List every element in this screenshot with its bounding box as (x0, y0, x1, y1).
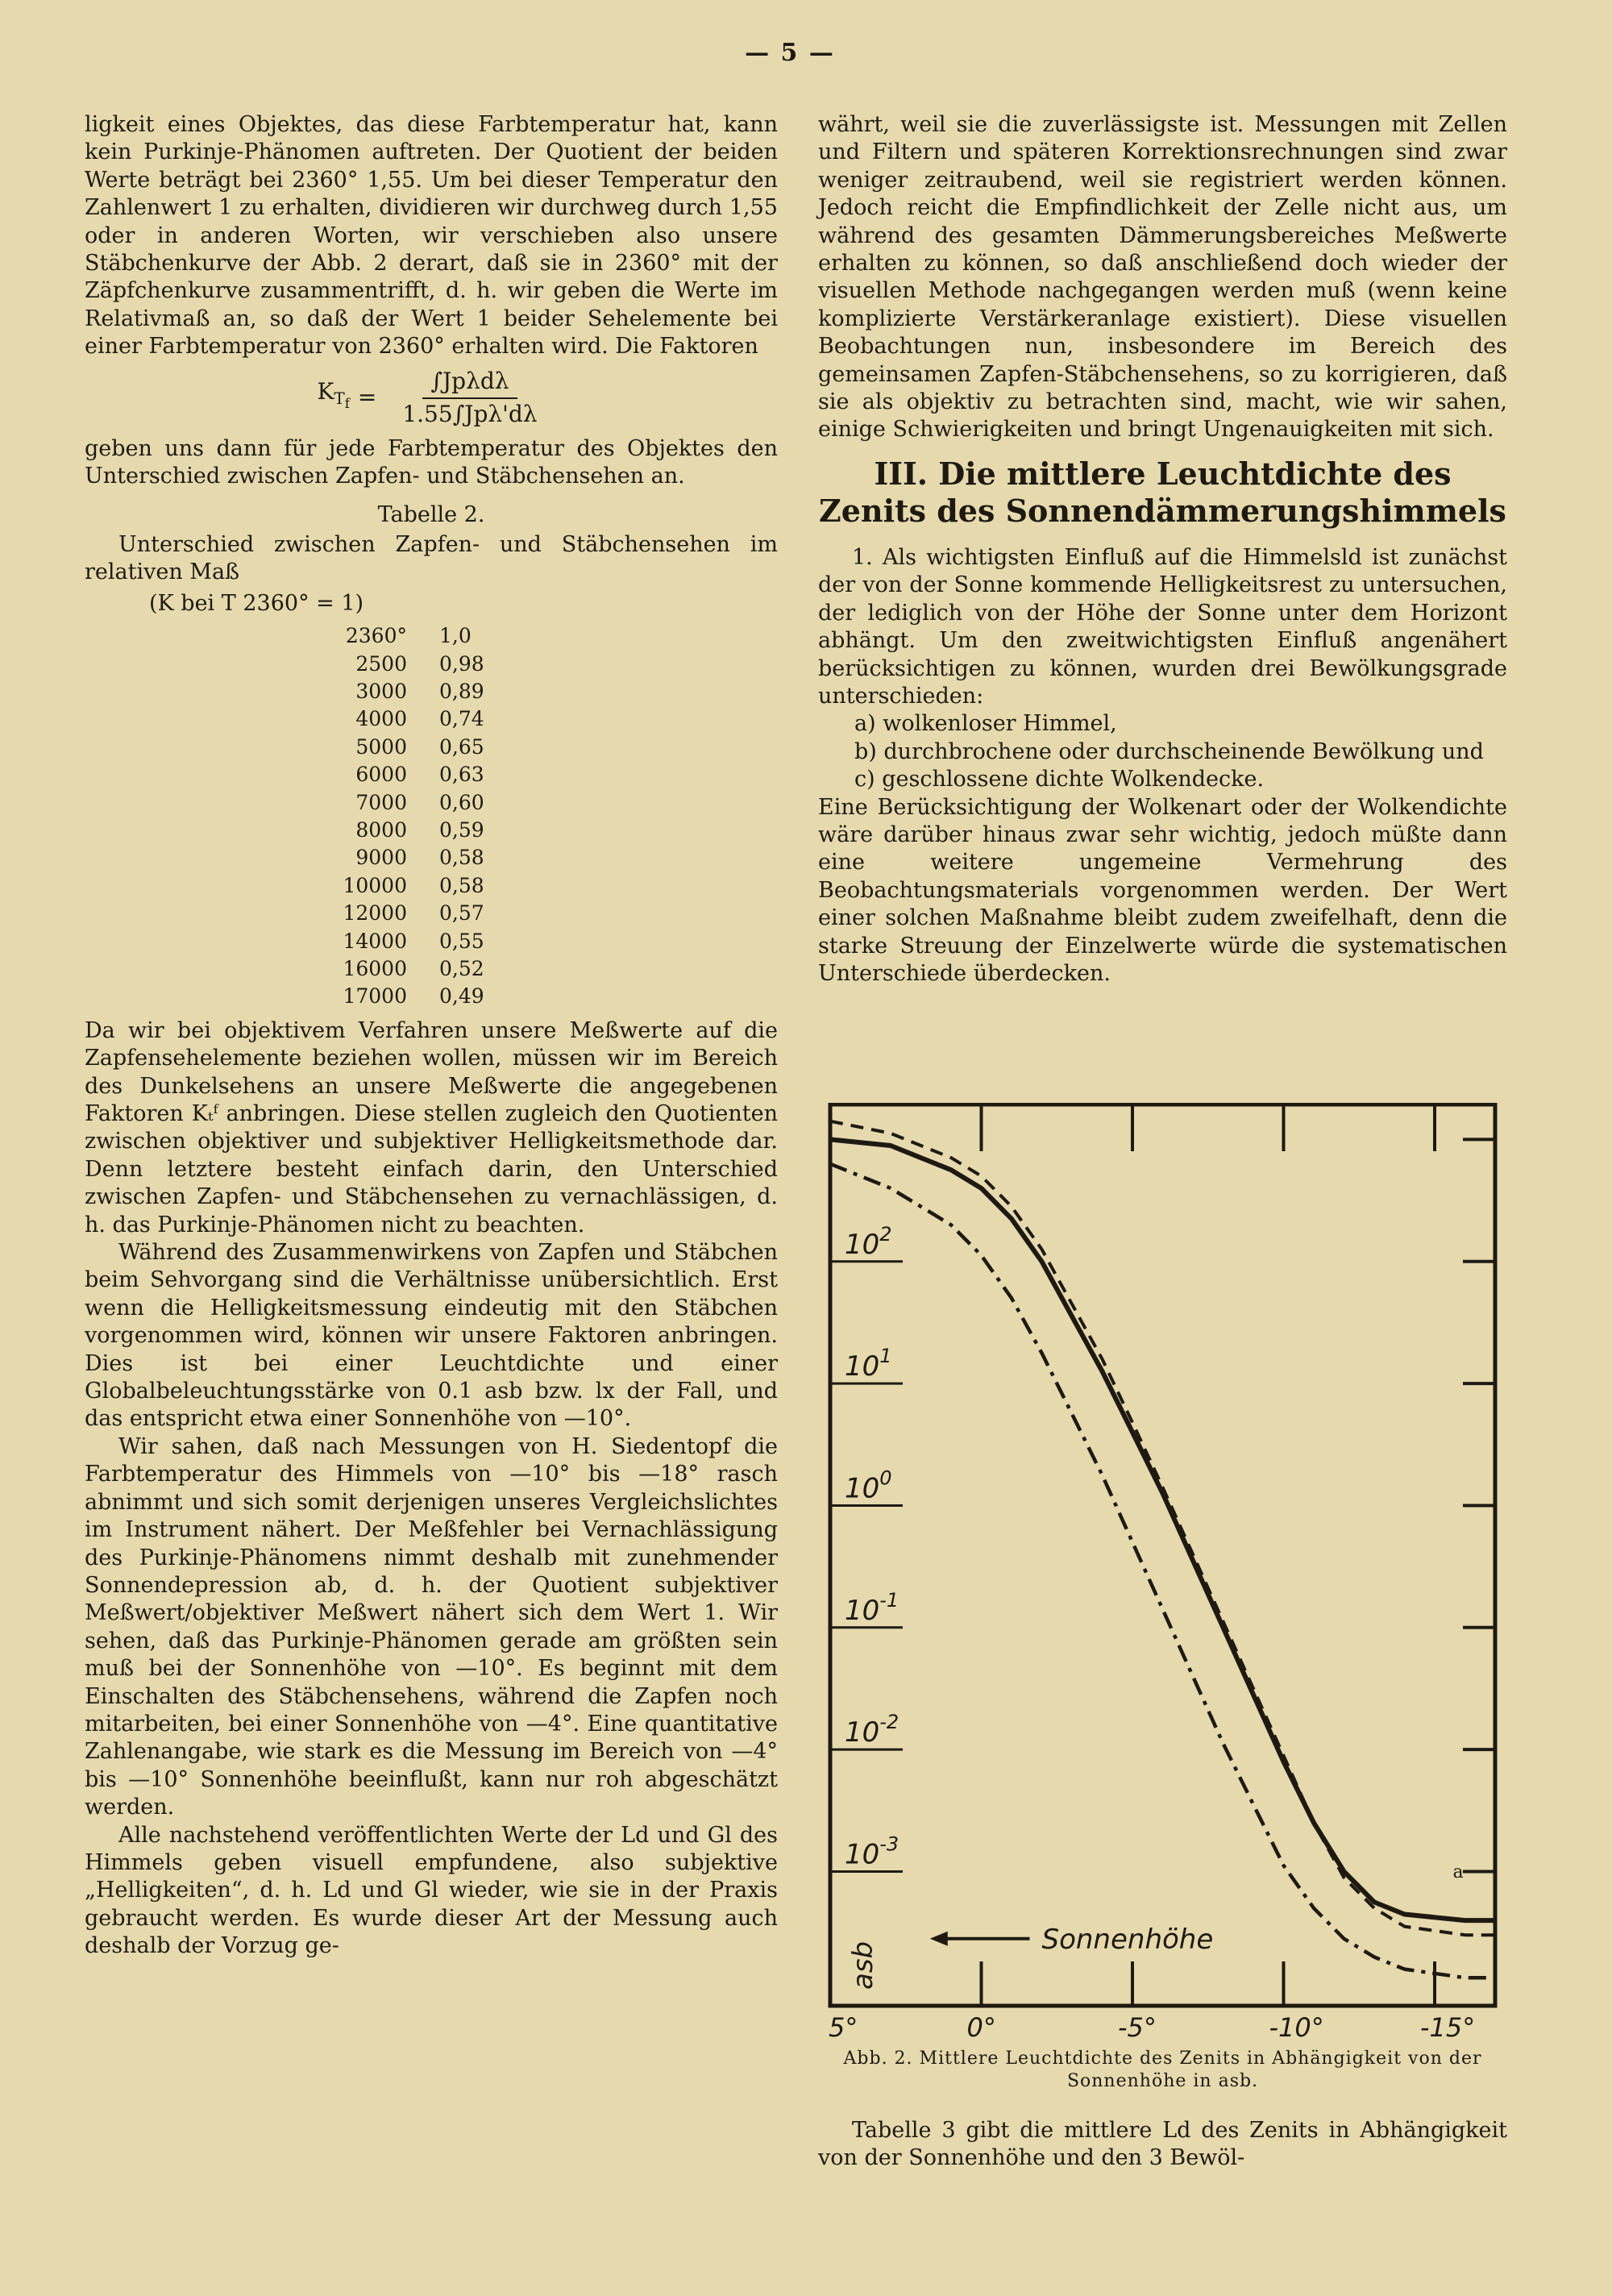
table-cell-value: 0,49 (439, 984, 484, 1009)
table-row (310, 872, 536, 900)
list-item: b) durchbrochene oder durchscheinende Bewölkung und (854, 738, 1484, 764)
table-cell-temperature: 17000 (343, 984, 407, 1009)
formula-kt (85, 361, 778, 435)
table-cell-temperature: 10000 (343, 873, 407, 897)
table-cell-value: 0,55 (439, 929, 484, 953)
figure-caption: Abb. 2. Mittlere Leuchtdichte des Zenits in Abhängigkeit von der Sonnenhöhe in asb. (843, 2049, 1482, 2091)
table-row (310, 622, 536, 650)
y-tick-label: $10^0$ (845, 1466, 892, 1505)
table-cell-value: 1,0 (439, 624, 472, 648)
table-cell-temperature: 6000 (355, 763, 407, 787)
table-cell-value: 0,65 (439, 734, 484, 759)
table-cell-value: 0,98 (439, 651, 484, 676)
table-cell-value: 0,74 (439, 707, 484, 731)
x-tick-label: -15° (1420, 2012, 1476, 2043)
series-line-c (830, 1164, 1495, 1978)
table-caption: Unterschied zwischen Zapfen- und Stäbchensehen im relativen Maß (85, 531, 778, 585)
y-tick-label: $10^{-3}$ (845, 1832, 899, 1871)
x-tick-label: -5° (1118, 2012, 1157, 2043)
table-row (310, 817, 536, 844)
table-cell-temperature: 9000 (355, 846, 407, 870)
table-row (310, 844, 536, 871)
table-cell-temperature: 12000 (343, 901, 407, 925)
table-cell-temperature: 2500 (355, 651, 407, 676)
series-line-a (830, 1139, 1495, 1920)
chart-svg (818, 1103, 1507, 2053)
formula-fraction (394, 368, 545, 428)
table-row (310, 734, 536, 761)
paragraph: ligkeit eines Objektes, das diese Farbtemperatur hat, kann kein Purkinje-Phänomen auftreten. Der Quotient der beiden Werte beträgt bei 2360° 1,55. Um bei dieser Temperatur den Zahlenwert 1 zu erhalten, dividieren wir durchweg durch 1,55 oder in anderen Worten, wir verschieben also unsere Stäbchenkurve der Abb. 2 derart, daß sie in 2360° mit der Zäpfchenkurve zusammentrifft, d. h. wir geben die Werte im Relativmaß an, so daß der Wert 1 beider Sehelemente bei einer Farbtemperatur von 2360° erhalten wird. Die Faktoren (85, 112, 778, 360)
table-cell-temperature: 7000 (355, 790, 407, 814)
y-tick-label: $10^2$ (845, 1222, 892, 1261)
right-column-bottom (818, 2117, 1507, 2173)
arrow-head (930, 1932, 948, 1946)
list-item: a) wolkenloser Himmel, (854, 711, 1117, 737)
table-row (310, 928, 536, 955)
table-cell-value: 0,52 (439, 956, 484, 980)
table-cell-value: 0,59 (439, 817, 484, 842)
paragraph: Alle nachstehend veröffentlichten Werte der Ld und Gl des Himmels geben visuell empfundene, also subjektive „Helligkeiten“, d. h. Ld und Gl wieder, wie sie in der Praxis gebraucht werden. Es wurde dieser Art der Messung auch deshalb der Vorzug ge- (85, 1822, 778, 1959)
table-row (310, 955, 536, 983)
x-tick-label: 5° (829, 2012, 858, 2043)
paragraph: Eine Berücksichtigung der Wolkenart oder der Wolkendichte wäre darüber hinaus zwar sehr wichtig, jedoch müßte dann eine weitere ungemeine Vermehrung des Beobachtungsmaterials vorgenommen werden. Der Wert einer solchen Maßnahme bleibt zudem zweifelhaft, denn die starke Streuung der Einzelwerte würde die systematischen Unterschiede überdecken. (818, 794, 1507, 986)
table-cell-value: 0,89 (439, 679, 484, 703)
cloud-list (818, 710, 1507, 793)
table-title: Tabelle 2. (377, 502, 485, 528)
table-cell-value: 0,58 (439, 846, 484, 870)
table-row (310, 983, 536, 1010)
arrow-label: Sonnenhöhe (1041, 1923, 1214, 1956)
figure-abb-2 (818, 1103, 1507, 2053)
paragraph: Da wir bei objektivem Verfahren unsere Meßwerte auf die Zapfensehelemente beziehen wollen, müssen wir im Bereich des Dunkelsehens an unsere Meßwerte die angegebenen Faktoren Kₜᶠ anbringen. Diese stellen zugleich den Quotienten zwischen objektiver und subjektiver Helligkeitsmethode dar. Denn letztere besteht einfach darin, den Unterschied zwischen Zapfen- und Stäbchensehen zu vernachlässigen, d. h. das Purkinje-Phänomen nicht zu beachten. (85, 1017, 778, 1237)
table-cell-temperature: 8000 (355, 817, 407, 842)
chart-frame (830, 1104, 1495, 2006)
table-cell-value: 0,63 (439, 763, 484, 787)
table-row (310, 705, 536, 733)
formula-equals: = (357, 384, 377, 411)
table-cell-value: 0,58 (439, 873, 484, 897)
table-cell-value: 0,57 (439, 901, 484, 925)
table-cell-temperature: 2360° (345, 624, 407, 648)
paragraph: währt, weil sie die zuverlässigste ist. Messungen mit Zellen und Filtern und späteren Korrektionsrechnungen sind zwar weniger zeitraubend, weil sie registriert werden können. Jedoch reicht die Empfindlichkeit der Zelle nicht aus, um während des gesamten Dämmerungsbereiches Meßwerte erhalten zu können, so daß anschließend doch wieder der visuellen Methode nachgegangen werden muß (wenn keine komplizierte Verstärkeranlage existiert). Diese visuellen Beobachtungen nun, insbesondere im Bereich des gemeinsamen Zapfen-Stäbchensehens, so zu korrigieren, daß sie als objektiv zu betrachten sind, macht, wie wir sahen, einige Schwierigkeiten und bringt Ungenauigkeiten mit sich. (818, 112, 1507, 443)
paragraph: Während des Zusammenwirkens von Zapfen und Stäbchen beim Sehvorgang sind die Verhältnisse unübersichtlich. Erst wenn die Helligkeitsmessung eindeutig mit den Stäbchen vorgenommen wird, können wir unsere Faktoren anbringen. Dies ist bei einer Leuchtdichte und einer Globalbeleuchtungsstärke von 0.1 asb bzw. lx der Fall, und das entspricht etwa einer Sonnenhöhe von —10°. (85, 1240, 778, 1432)
page-number: — 5 — (745, 39, 835, 67)
table-row (310, 789, 536, 817)
paragraph: Tabelle 3 gibt die mittlere Ld des Zenits in Abhängigkeit von der Sonnenhöhe und den 3 Bewöl- (818, 2118, 1507, 2171)
y-axis-label: asb (847, 1940, 879, 1990)
table-cell-temperature: 14000 (343, 929, 407, 953)
left-column (85, 111, 778, 1961)
table-row (310, 900, 536, 927)
table-cell-temperature: 16000 (343, 956, 407, 980)
table-row (310, 651, 536, 678)
formula-numerator: ∫Jpλdλ (422, 368, 517, 398)
table-cell-temperature: 3000 (355, 679, 407, 703)
list-item: c) geschlossene dichte Wolkendecke. (854, 767, 1265, 792)
table-row (310, 678, 536, 705)
section-heading: III. Die mittlere Leuchtdichte des Zenits des Sonnendämmerungshimmels (819, 455, 1506, 529)
paragraph: 1. Als wichtigsten Einfluß auf die Himmelsld ist zunächst der von der Sonne kommende Helligkeitsrest zu untersuchen, der lediglich von der Höhe der Sonne unter dem Horizont abhängt. Um den zweitwichtigsten Einfluß angenähert berücksichtigen zu können, wurden drei Bewölkungsgrade unterschieden: (818, 544, 1507, 709)
table-header: (K bei T 2360° = 1) (149, 590, 364, 616)
right-column (818, 111, 1507, 988)
table-cell-value: 0,60 (439, 790, 484, 814)
paragraph: geben uns dann für jede Farbtemperatur des Objektes den Unterschied zwischen Zapfen- und Stäbchensehen an. (85, 435, 778, 489)
x-tick-label: -10° (1269, 2012, 1324, 2043)
formula-denominator: 1.55∫Jpλ'dλ (402, 400, 538, 427)
table-2 (310, 622, 536, 1011)
table-cell-temperature: 5000 (355, 734, 407, 759)
series-line-b (830, 1121, 1495, 1936)
table-row (310, 761, 536, 788)
curve-label: a (1452, 1862, 1464, 1883)
y-tick-label: $10^{-2}$ (845, 1711, 899, 1749)
y-tick-label: $10^1$ (845, 1345, 892, 1383)
x-tick-label: 0° (966, 2012, 996, 2043)
formula-lhs: $K_{T_f}$ (317, 377, 350, 412)
y-tick-label: $10^{-1}$ (845, 1588, 899, 1627)
paragraph: Wir sahen, daß nach Messungen von H. Siedentopf die Farbtemperatur des Himmels von —10° bis —18° rasch abnimmt und sich somit derjenigen unseres Vergleichslichtes im Instrument nähert. Der Meßfehler bei Vernachlässigung des Purkinje-Phänomens nimmt deshalb mit zunehmender Sonnendepression ab, d. h. der Quotient subjektiver Meßwert/objektiver Meßwert nähert sich dem Wert 1. Wir sehen, daß das Purkinje-Phänomen gerade am größten sein muß bei der Sonnenhöhe von —10°. Es beginnt mit dem Einschalten des Stäbchensehens, während die Zapfen noch mitarbeiten, bei einer Sonnenhöhe von —4°. Eine quantitative Zahlenangabe, wie stark es die Messung im Bereich von —4° bis —10° Sonnenhöhe beeinflußt, kann nur roh abgeschätzt werden. (85, 1433, 778, 1820)
table-cell-temperature: 4000 (355, 707, 407, 731)
